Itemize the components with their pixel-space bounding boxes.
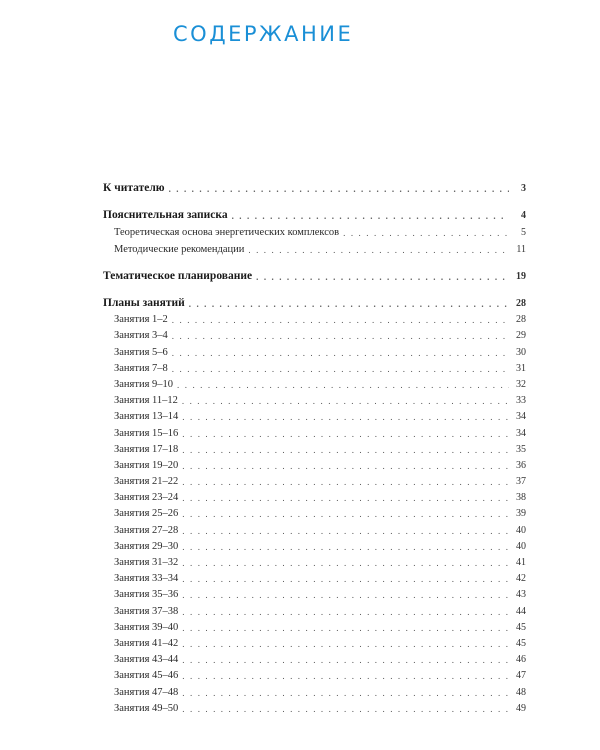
toc-entry-label: Методические рекомендации [114, 244, 245, 255]
toc-entry-lesson[interactable] [103, 536, 526, 552]
toc-entry-page: 40 [516, 524, 526, 536]
toc-entry-label: Занятия 1–2 [114, 314, 168, 326]
dot-leader [248, 245, 509, 255]
toc-entry-page: 46 [516, 654, 526, 666]
toc-entry-lesson[interactable] [103, 455, 526, 471]
toc-entry-lesson[interactable] [103, 406, 526, 422]
toc-entry-label: Занятия 37–38 [114, 605, 179, 617]
dot-leader [182, 671, 509, 681]
toc-entry-page: 45 [516, 621, 526, 633]
toc-entry-label: Занятия 3–4 [114, 330, 168, 342]
toc-entry-label: Занятия 47–48 [114, 686, 179, 698]
toc-entry-lesson[interactable] [103, 698, 526, 714]
toc-entry-method[interactable] [103, 238, 526, 255]
toc-entry-page: 28 [516, 298, 526, 309]
dot-leader [182, 542, 509, 552]
toc-entry-page: 44 [516, 605, 526, 617]
toc-entry-lesson[interactable] [103, 649, 526, 665]
dot-leader [182, 558, 509, 568]
toc-entry-page: 41 [516, 557, 526, 568]
toc-entry-thematic[interactable] [103, 265, 526, 282]
toc-entry-lesson[interactable] [103, 390, 526, 406]
toc-entry-lesson[interactable] [103, 325, 526, 341]
dot-leader [172, 348, 509, 358]
toc-entry-label: Занятия 17–18 [114, 443, 179, 455]
toc-entry-lesson[interactable] [103, 665, 526, 681]
toc-entry-label: Занятия 49–50 [114, 702, 179, 714]
toc-entry-lesson[interactable] [103, 341, 526, 357]
toc-entry-label: Занятия 33–34 [114, 573, 179, 585]
toc-entry-page: 36 [516, 459, 526, 471]
toc-entry-lesson[interactable] [103, 681, 526, 697]
toc-entry-page: 47 [516, 670, 526, 682]
toc-entry-lesson[interactable] [103, 439, 526, 455]
toc-entry-page: 31 [516, 362, 526, 374]
dot-leader [182, 639, 509, 649]
toc-entry-lesson[interactable] [103, 600, 526, 616]
toc-entry-page: 42 [516, 573, 526, 585]
toc-entry-page: 38 [516, 492, 526, 504]
toc-entry-lesson[interactable] [103, 584, 526, 600]
toc-entry-lesson[interactable] [103, 374, 526, 390]
toc-entry-lesson[interactable] [103, 471, 526, 487]
toc-entry-lesson[interactable] [103, 568, 526, 584]
toc-entry-label: Занятия 35–36 [114, 589, 179, 601]
dot-leader [182, 704, 509, 714]
toc-entry-page: 45 [516, 637, 526, 649]
toc-entry-label: Занятия 31–32 [114, 557, 179, 568]
toc-entry-page: 40 [516, 540, 526, 552]
toc-entry-lesson[interactable] [103, 503, 526, 519]
toc-entry-page: 49 [516, 702, 526, 714]
toc-entry-page: 35 [516, 443, 526, 455]
toc-entry-label: Занятия 7–8 [114, 362, 168, 374]
toc-entry-lesson[interactable] [103, 487, 526, 503]
toc-entry-label: Занятия 23–24 [114, 492, 179, 504]
dot-leader [182, 526, 509, 536]
dot-leader [182, 396, 509, 406]
toc-entry-label: Занятия 41–42 [114, 637, 179, 649]
toc-entry-lesson[interactable] [103, 617, 526, 633]
toc-entry-note[interactable] [103, 204, 526, 221]
dot-leader [182, 574, 509, 584]
dot-leader [182, 493, 509, 503]
toc-entry-page: 19 [516, 271, 526, 282]
page-title: СОДЕРЖАНИЕ [173, 22, 354, 46]
dot-leader [182, 655, 509, 665]
toc-entry-label: Занятия 13–14 [114, 411, 179, 423]
dot-leader [182, 509, 509, 519]
dot-leader [177, 380, 509, 390]
toc-entry-label: Занятия 29–30 [114, 540, 179, 552]
toc-entry-page: 11 [516, 244, 526, 255]
toc-entry-lesson[interactable] [103, 422, 526, 438]
dot-leader [182, 461, 509, 471]
dot-leader [169, 184, 509, 194]
toc-entry-lesson[interactable] [103, 519, 526, 535]
toc-entry-page: 37 [516, 476, 526, 488]
toc-entry-page: 5 [521, 227, 526, 238]
toc-entry-page: 34 [516, 411, 526, 423]
toc-entry-reader[interactable] [103, 177, 526, 194]
toc-entry-label: Занятия 19–20 [114, 459, 179, 471]
dot-leader [172, 315, 509, 325]
toc-entry-theory[interactable] [103, 221, 526, 238]
toc-entry-page: 30 [516, 346, 526, 358]
toc-entry-page: 43 [516, 589, 526, 601]
dot-leader [232, 211, 509, 221]
toc-entry-label: Занятия 21–22 [114, 476, 179, 488]
toc-entry-label: Планы занятий [103, 297, 185, 309]
dot-leader [182, 429, 509, 439]
dot-leader [182, 590, 509, 600]
toc-entry-page: 28 [516, 314, 526, 326]
dot-leader [182, 477, 509, 487]
toc-entry-plans[interactable] [103, 292, 526, 309]
toc-entry-page: 33 [516, 395, 526, 407]
toc-entry-lesson[interactable] [103, 633, 526, 649]
toc-entry-page: 32 [516, 378, 526, 390]
toc-entry-label: Пояснительная записка [103, 209, 228, 221]
table-of-contents [103, 177, 526, 714]
dot-leader [189, 299, 509, 309]
dot-leader [256, 272, 509, 282]
dot-leader [182, 607, 509, 617]
toc-entry-page: 29 [516, 330, 526, 342]
toc-entry-page: 39 [516, 508, 526, 520]
toc-entry-lesson[interactable] [103, 552, 526, 568]
toc-entry-label: Занятия 11–12 [114, 395, 178, 407]
toc-entry-label: Занятия 45–46 [114, 670, 179, 682]
toc-entry-lesson[interactable] [103, 358, 526, 374]
toc-entry-label: Занятия 39–40 [114, 621, 179, 633]
toc-entry-page: 4 [521, 210, 526, 221]
dot-leader [172, 364, 509, 374]
dot-leader [182, 412, 509, 422]
toc-entry-label: Занятия 27–28 [114, 524, 179, 536]
toc-entry-page: 3 [521, 183, 526, 194]
toc-entry-label: Занятия 15–16 [114, 427, 179, 439]
toc-entry-label: К читателю [103, 182, 165, 194]
dot-leader [182, 623, 509, 633]
toc-entry-label: Занятия 25–26 [114, 508, 179, 520]
toc-entry-label: Занятия 5–6 [114, 346, 168, 358]
toc-entry-page: 48 [516, 686, 526, 698]
dot-leader [182, 445, 509, 455]
lessons-list [103, 309, 526, 714]
toc-entry-label: Занятия 9–10 [114, 378, 174, 390]
toc-entry-label: Теоретическая основа энергетических комплексов [114, 227, 340, 238]
toc-entry-label: Тематическое планирование [103, 270, 253, 282]
dot-leader [343, 228, 509, 238]
toc-entry-label: Занятия 43–44 [114, 654, 179, 666]
toc-entry-page: 34 [516, 427, 526, 439]
dot-leader [172, 331, 509, 341]
toc-entry-lesson[interactable] [103, 309, 526, 325]
dot-leader [182, 688, 509, 698]
